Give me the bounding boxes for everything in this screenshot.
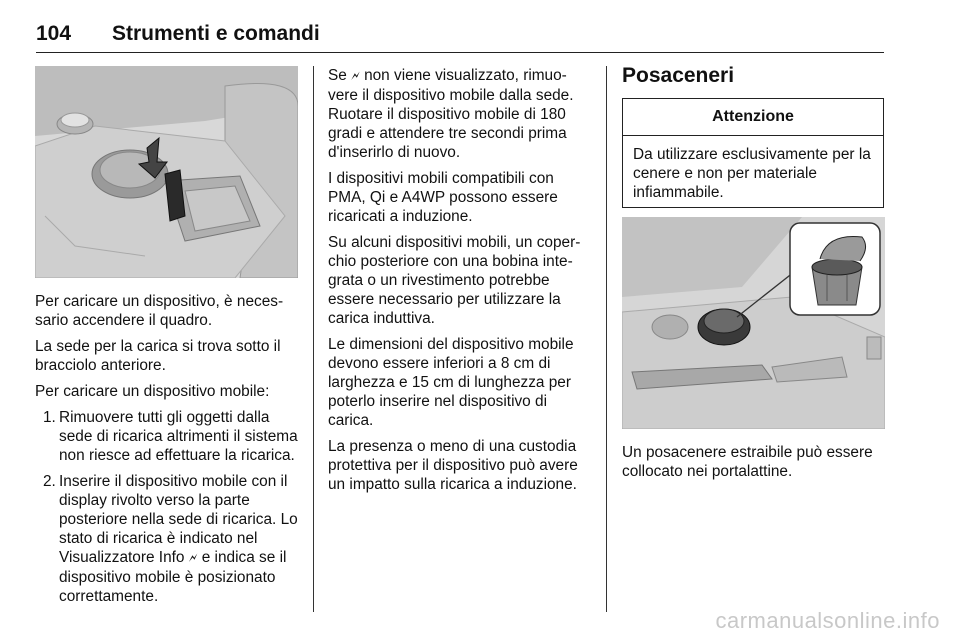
warning-box [622, 98, 884, 208]
phone-charging-icon: 🗲 [351, 69, 360, 84]
section-title: Posaceneri [622, 64, 735, 87]
phone-charging-icon: 🗲 [188, 551, 198, 566]
paragraph [328, 66, 592, 162]
charging-tray-illustration [35, 66, 298, 278]
page-title: Strumenti e comandi [112, 22, 320, 45]
column-2 [328, 66, 592, 501]
column-divider [313, 66, 314, 612]
watermark: carmanualsonline.info [715, 608, 940, 633]
step-text: Inserire il dispositivo mobile con il display rivolto verso la parte posteriore nella sede di ricarica. Lo stato di ricarica è indicato nel Visualizzatore Info [59, 473, 298, 566]
list-item [35, 408, 303, 465]
warning-title: Attenzione [623, 99, 883, 136]
paragraph: Per caricare un dispositivo mobile: [35, 383, 270, 400]
ashtray-illustration [622, 217, 885, 429]
paragraph: Le dimensioni del dispositivo mobile devono essere inferiori a 8 cm di larghezza e 15 cm di lunghezza per poterlo inserire nel dispositivo di carica. [328, 336, 574, 429]
paragraph: I dispositivi mobili compatibili con PMA, Qi e A4WP possono essere ricaricati a induzione. [328, 170, 558, 225]
paragraph: La sede per la carica si trova sotto il bracciolo anteriore. [35, 338, 281, 374]
step-text: Rimuovere tutti gli oggetti dalla sede di ricarica altrimenti il sistema non riesce ad effettuare la ricarica. [59, 409, 298, 464]
caption: Un posacenere estraibile può essere collocato nei portalattine. [622, 444, 873, 480]
text: non viene visualizzato, rimuo-vere il dispositivo mobile dalla sede. Ruotare il dispositivo mobile di 180 gradi e attendere tre secondi prima d'inserirlo di nuovo. [328, 67, 574, 161]
column-1 [35, 292, 303, 613]
page-number: 104 [36, 22, 72, 45]
text: Se [328, 67, 347, 84]
step-number: 2. [43, 473, 56, 490]
paragraph: Su alcuni dispositivi mobili, un coper-chio posteriore con una bobina inte-grata o un rivestimento potrebbe essere necessario per utilizzare la carica induttiva. [328, 234, 581, 327]
column-3-caption [622, 443, 886, 488]
paragraph: Per caricare un dispositivo, è neces-sario accendere il quadro. [35, 293, 284, 329]
step-number: 1. [43, 409, 56, 426]
list-item [35, 472, 303, 606]
step-text: e indica se il dispositivo mobile è posizionato correttamente. [59, 549, 287, 605]
page-header [36, 18, 884, 53]
paragraph: La presenza o meno di una custodia protettiva per il dispositivo può avere un impatto sulla ricarica a induzione. [328, 438, 578, 493]
steps-list [35, 408, 303, 606]
warning-text: Da utilizzare esclusivamente per la cenere e non per materiale infiammabile. [633, 146, 871, 201]
column-divider [606, 66, 607, 612]
